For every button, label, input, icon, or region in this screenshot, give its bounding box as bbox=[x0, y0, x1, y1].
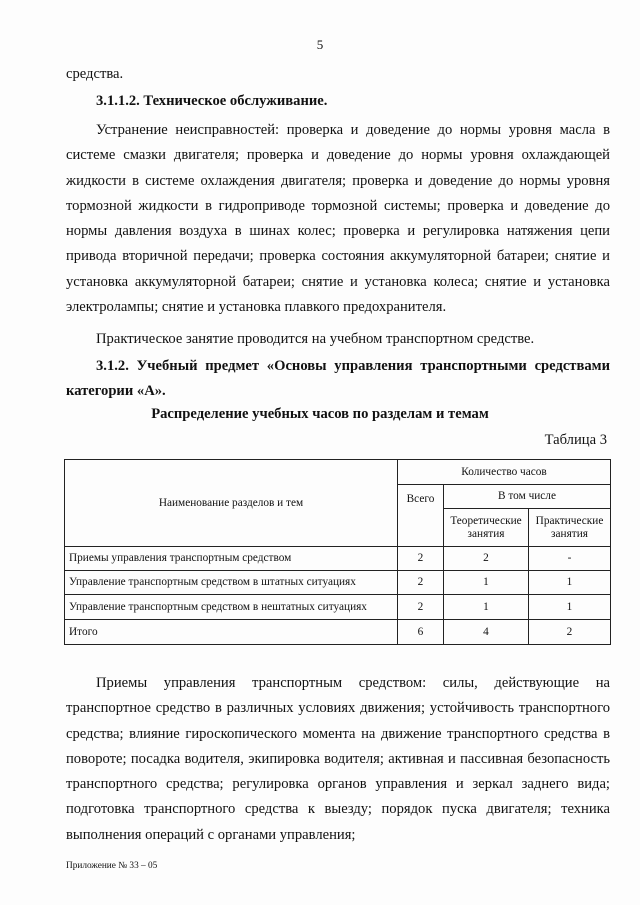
total-label: Итого bbox=[65, 620, 398, 645]
header-including: В том числе bbox=[444, 485, 611, 509]
row-practice: 1 bbox=[529, 595, 611, 620]
table-row bbox=[65, 571, 611, 595]
header-topic-name: Наименование разделов и тем bbox=[65, 460, 398, 547]
hours-table bbox=[64, 459, 611, 645]
header-practice: Практические занятия bbox=[529, 509, 611, 547]
paragraph-practice-note: Практическое занятие проводится на учебном транспортном средстве. bbox=[96, 331, 535, 347]
total-practice: 2 bbox=[529, 620, 611, 645]
paragraph-control-methods: Приемы управления транспортным средством: силы, действующие на транспортное средство в различных условиях движения; устойчивость транспортного средства; влияние гироскопического момента на движение транспортного средства в повороте; посадка водителя, экипировка водителя; активная и пассивная безопасность транспортного средства; регулировка органов управления и зеркал заднего вида; подготовка транспортного средства к выезду; порядок пуска двигателя; техника выполнения операций с органами управления; bbox=[66, 675, 610, 843]
table-caption: Распределение учебных часов по разделам и темам bbox=[151, 406, 489, 422]
row-practice: 1 bbox=[529, 571, 611, 595]
row-theory: 1 bbox=[444, 595, 529, 620]
row-practice: - bbox=[529, 547, 611, 571]
total-theory: 4 bbox=[444, 620, 529, 645]
header-total: Всего bbox=[398, 485, 444, 547]
row-total: 2 bbox=[398, 595, 444, 620]
total-hours: 6 bbox=[398, 620, 444, 645]
row-total: 2 bbox=[398, 571, 444, 595]
table-number: Таблица 3 bbox=[544, 432, 607, 448]
footer-appendix-number: Приложение № 33 – 05 bbox=[66, 861, 158, 871]
row-total: 2 bbox=[398, 547, 444, 571]
paragraph-continuation: средства. bbox=[66, 66, 124, 82]
row-topic-name: Управление транспортным средством в нештатных ситуациях bbox=[65, 595, 398, 620]
row-topic-name: Управление транспортным средством в штатных ситуациях bbox=[65, 571, 398, 595]
table-total-row bbox=[65, 620, 611, 645]
page-number: 5 bbox=[316, 37, 324, 52]
row-theory: 1 bbox=[444, 571, 529, 595]
section-heading-maintenance: 3.1.1.2. Техническое обслуживание. bbox=[96, 93, 328, 109]
table-header-row bbox=[65, 460, 611, 485]
header-hours: Количество часов bbox=[398, 460, 611, 485]
row-topic-name: Приемы управления транспортным средством bbox=[65, 547, 398, 571]
paragraph-repairs: Устранение неисправностей: проверка и доведение до нормы уровня масла в системе смазки двигателя; проверка и доведение до нормы уровня охлаждающей жидкости в системе охлаждения двигателя; проверка и доведение до нормы уровня тормозной жидкости в гидроприводе тормозной системы; проверка и доведение до нормы давления воздуха в шинах колес; проверка и регулировка натяжения цепи привода вторичной передачи; проверка состояния аккумуляторной батареи; снятие и установка аккумуляторной батареи; снятие и установка колеса; снятие и установка электролампы; снятие и установка плавкого предохранителя. bbox=[66, 122, 610, 316]
table-row bbox=[65, 595, 611, 620]
row-theory: 2 bbox=[444, 547, 529, 571]
section-heading-subject: 3.1.2. Учебный предмет «Основы управления транспортными средствами категории «А». bbox=[66, 358, 610, 400]
header-theory: Теоретические занятия bbox=[444, 509, 529, 547]
table-row bbox=[65, 547, 611, 571]
